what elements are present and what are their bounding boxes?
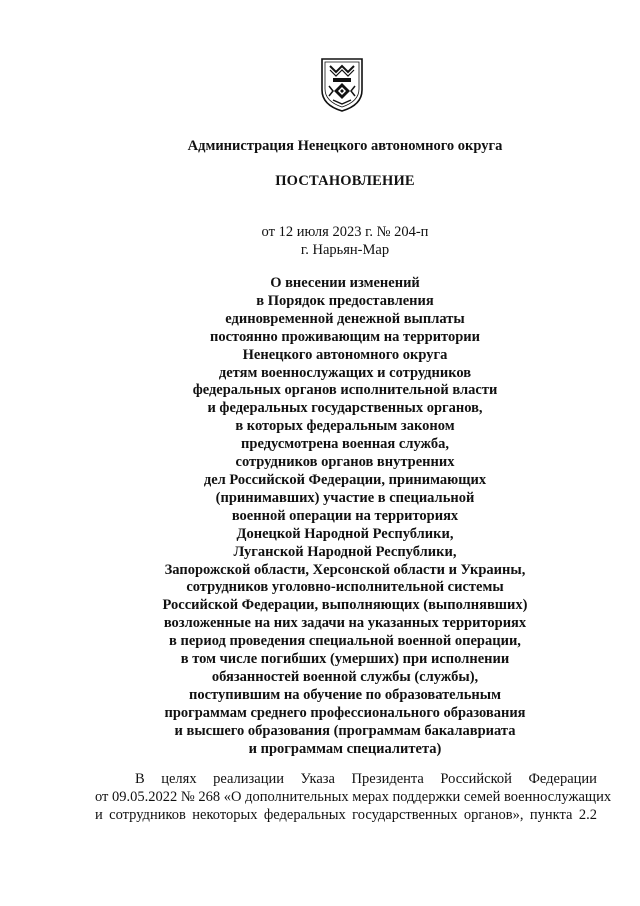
body-word: В	[135, 771, 145, 787]
body-word: и	[95, 806, 103, 823]
body-word: Федерации	[528, 771, 597, 787]
title-line: постоянно проживающим на территории	[209, 328, 481, 345]
organization-name: Администрация Ненецкого автономного округа	[187, 138, 503, 154]
title-line: детям военнослужащих и сотрудников	[218, 364, 472, 381]
title-line: Ненецкого автономного округа	[242, 346, 448, 363]
title-line: и высшего образования (программам бакалавриата	[174, 722, 516, 739]
title-line: возложенные на них задачи на указанных территориях	[163, 615, 527, 632]
nenets-coat-of-arms-icon	[319, 56, 365, 112]
title-line: Запорожской области, Херсонской области и Украины,	[164, 561, 526, 578]
title-line: в которых федеральным законом	[235, 418, 455, 435]
body-text-run: от 09.05.2022 № 268 «О дополнительных мерах поддержки семей военнослужащих	[95, 788, 612, 805]
body-line-1	[95, 771, 597, 789]
body-word: реализации	[213, 771, 284, 787]
title-line: Российской Федерации, выполняющих (выполнявших)	[162, 597, 528, 614]
document-date-number: от 12 июля 2023 г. № 204-п	[261, 224, 429, 240]
title-line: в том числе погибших (умерших) при исполнении	[180, 651, 510, 668]
body-paragraph	[95, 771, 612, 824]
title-line: (принимавших) участие в специальной	[215, 489, 475, 506]
title-line: обязанностей военной службы (службы),	[211, 668, 479, 685]
body-line-3	[95, 807, 597, 825]
body-word: сотрудников	[109, 806, 186, 823]
body-word: 2.2	[578, 806, 597, 823]
title-line: и программам специалитета)	[248, 740, 442, 757]
body-word: Российской	[440, 771, 512, 787]
title-line: единовременной денежной выплаты	[225, 310, 465, 327]
title-line: программам среднего профессионального образования	[164, 704, 526, 721]
title-line: предусмотрена военная служба,	[241, 436, 449, 453]
body-word: федеральных	[263, 806, 346, 823]
title-line: в период проведения специальной военной операции,	[169, 633, 521, 650]
title-line: Луганской Народной Республики,	[233, 543, 457, 560]
document-city: г. Нарьян-Мар	[300, 242, 390, 258]
body-word: государственных	[352, 806, 458, 823]
title-line: сотрудников органов внутренних	[235, 454, 455, 471]
title-line: дел Российской Федерации, принимающих	[203, 471, 487, 488]
title-line: в Порядок предоставления	[256, 292, 434, 309]
body-word: некоторых	[192, 806, 258, 823]
body-word: Президента	[351, 771, 424, 787]
title-line: сотрудников уголовно-исполнительной системы	[186, 579, 504, 596]
body-word: Указа	[300, 771, 335, 787]
body-word: пункта	[529, 806, 573, 823]
document-title	[0, 275, 640, 758]
title-line: военной операции на территориях	[231, 507, 459, 524]
body-word: целях	[161, 771, 197, 787]
body-line-2	[95, 788, 612, 807]
title-line: федеральных органов исполнительной власти	[192, 382, 498, 399]
title-line: поступившим на обучение по образовательным	[189, 686, 501, 703]
title-line: О внесении изменений	[270, 275, 420, 291]
title-line: Донецкой Народной Республики,	[236, 525, 454, 542]
title-line: и федеральных государственных органов,	[207, 400, 483, 417]
document-type: ПОСТАНОВЛЕНИЕ	[275, 173, 415, 189]
body-word: органов»,	[463, 806, 524, 823]
